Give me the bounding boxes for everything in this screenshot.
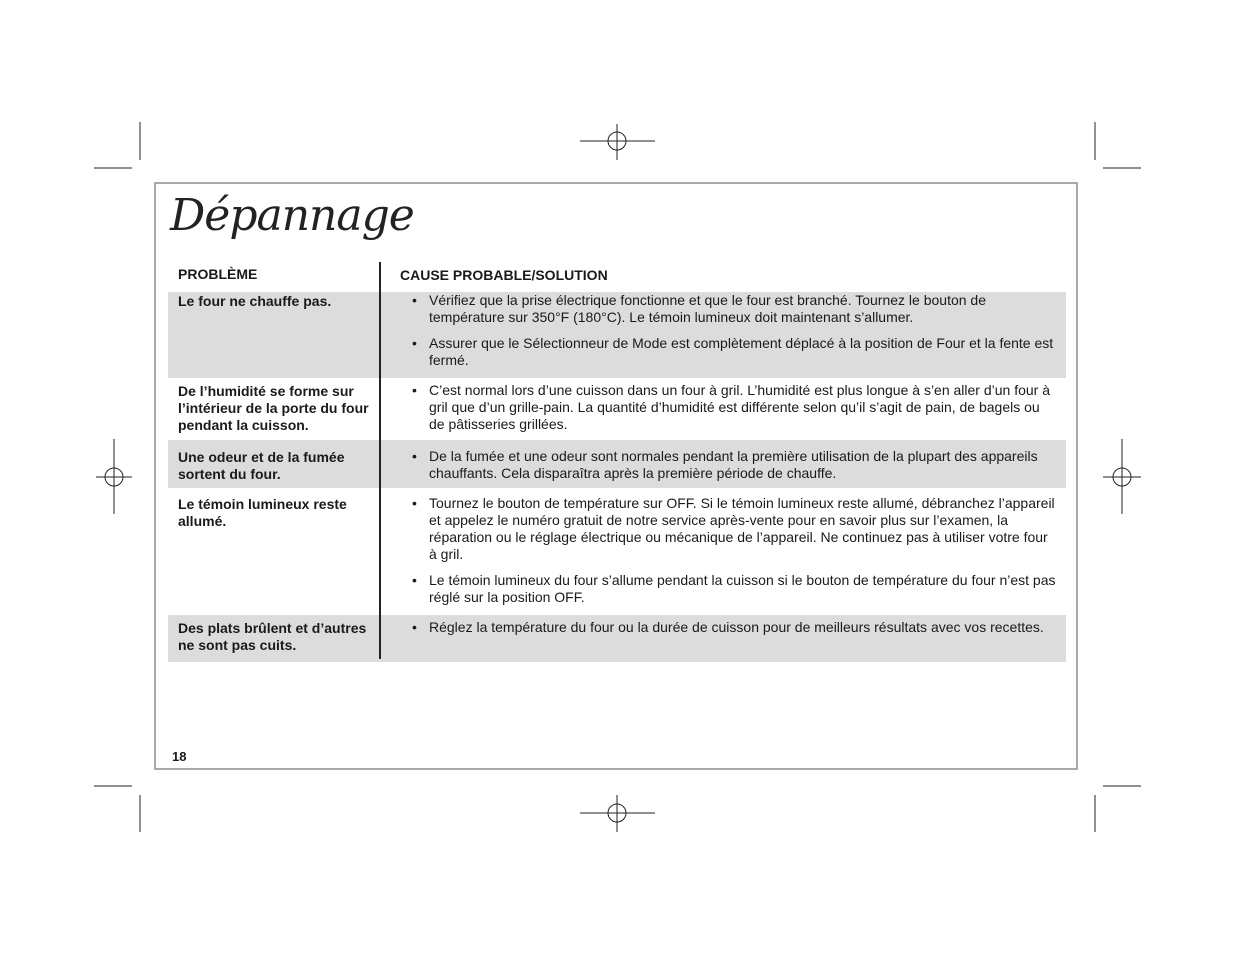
problem-cell: De l’humidité se forme sur l’intérieur de la porte du four pendant la cuisson. bbox=[178, 383, 369, 433]
table-row bbox=[168, 292, 1066, 378]
solution-item: • Réglez la température du four ou la durée de cuisson pour de meilleurs résultats avec vos recettes. bbox=[400, 619, 1056, 636]
problem-cell: Une odeur et de la fumée sortent du four. bbox=[178, 449, 345, 482]
page-title: Dépannage bbox=[170, 190, 414, 241]
solution-item: • De la fumée et une odeur sont normales pendant la première utilisation de la plupart des appareils chauffants. Cela disparaîtra après la première période de chauffe. bbox=[400, 448, 1056, 482]
solution-item: • C’est normal lors d’une cuisson dans un four à gril. L’humidité est plus longue à s’en aller d’un four à gril que d’un grille-pain. La quantité d’humidité est différente selon qu’il s’agit de pain, de bagels ou de pâtisseries grillées. bbox=[400, 382, 1056, 433]
solution-cell bbox=[380, 382, 1066, 440]
table-row bbox=[168, 378, 1066, 440]
solution-cell bbox=[380, 448, 1066, 488]
table-header bbox=[168, 262, 1066, 292]
problem-header: PROBLÈME bbox=[178, 266, 258, 282]
table-row bbox=[168, 488, 1066, 615]
solution-cell bbox=[380, 495, 1066, 615]
troubleshooting-table bbox=[168, 262, 1066, 662]
solution-cell bbox=[380, 619, 1066, 662]
page-number: 18 bbox=[172, 749, 187, 764]
problem-cell: Des plats brûlent et d’autres ne sont pas cuits. bbox=[178, 620, 367, 653]
solution-item: • Tournez le bouton de température sur OFF. Si le témoin lumineux reste allumé, débranchez l’appareil et appelez le numéro gratuit de notre service après-vente pour en savoir plus sur l’examen, la réparation ou le réglage électrique ou mécanique de l’appareil. Ne continuez pas à utiliser votre four à gril. bbox=[400, 495, 1056, 563]
problem-cell: Le four ne chauffe pas. bbox=[178, 293, 332, 309]
solution-item: • Le témoin lumineux du four s’allume pendant la cuisson si le bouton de température du four n’est pas réglé sur la position OFF. bbox=[400, 572, 1056, 606]
solution-header: CAUSE PROBABLE/SOLUTION bbox=[400, 267, 608, 283]
column-divider bbox=[379, 262, 381, 659]
solution-item: • Assurer que le Sélectionneur de Mode est complètement déplacé à la position de Four et la fente est fermé. bbox=[400, 335, 1056, 369]
solution-cell bbox=[380, 292, 1066, 378]
table-row bbox=[168, 440, 1066, 488]
table-row bbox=[168, 615, 1066, 662]
problem-cell: Le témoin lumineux reste allumé. bbox=[178, 496, 347, 529]
solution-item: • Vérifiez que la prise électrique fonctionne et que le four est branché. Tournez le bouton de température sur 350°F (180°C). Le témoin lumineux doit maintenant s’allumer. bbox=[400, 292, 1056, 326]
